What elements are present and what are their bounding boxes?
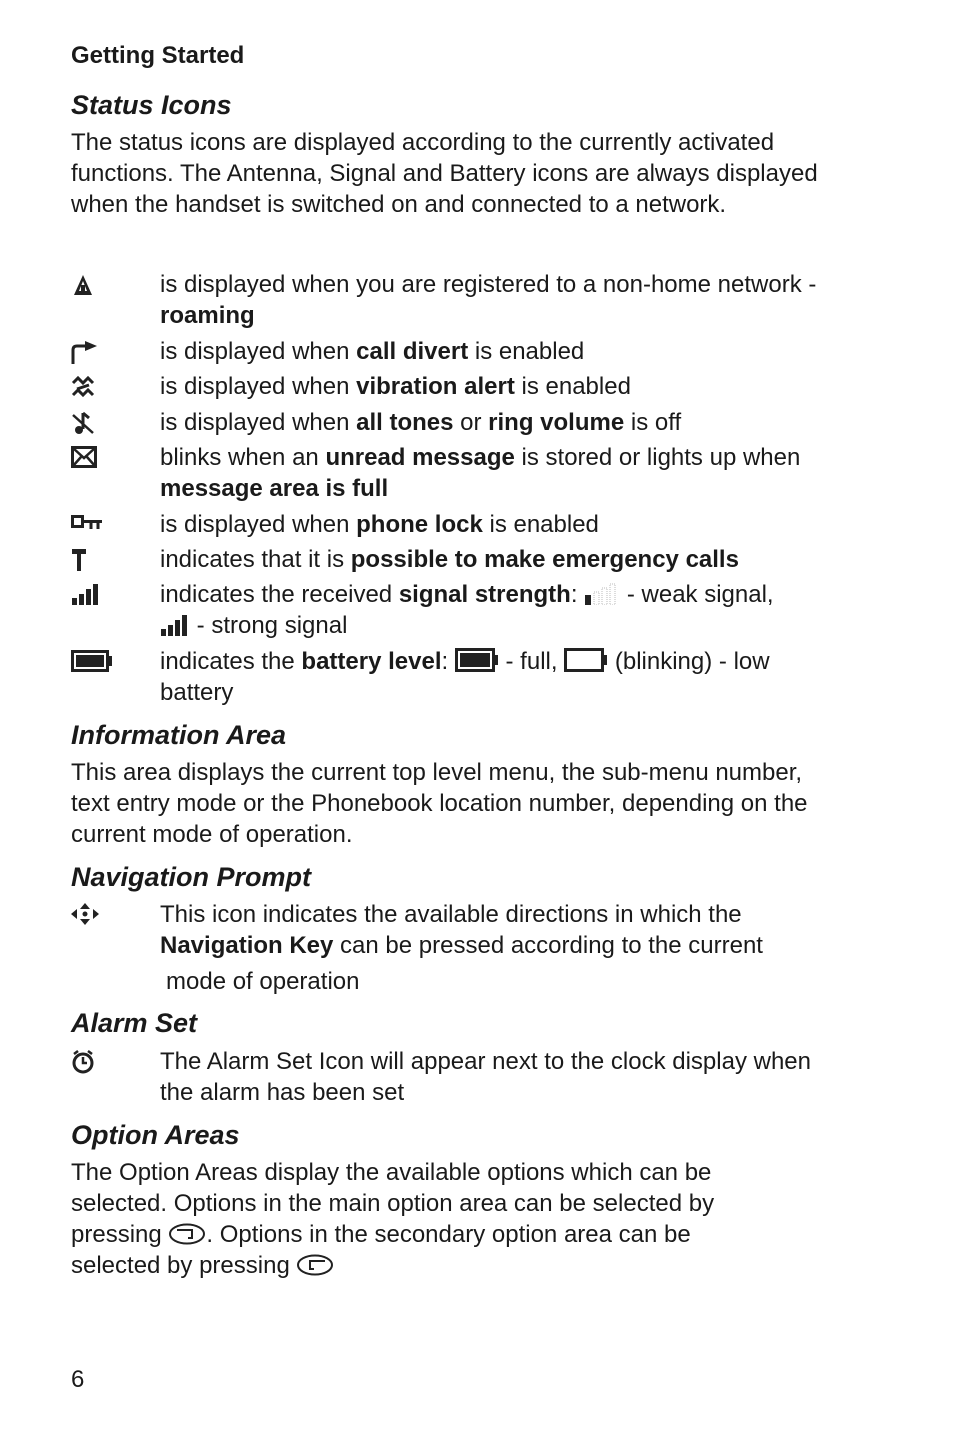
strong-signal-icon xyxy=(160,614,190,636)
status-icons-intro: The status icons are displayed according to the currently activated functions. The Antenna, Signal and Battery icons are always displayed when the handset is switched on and connected to a network. xyxy=(71,129,818,218)
weak-signal-icon xyxy=(584,583,620,605)
battery-icon xyxy=(71,650,111,676)
status-icons-heading: Status Icons xyxy=(71,90,232,120)
alarm-set-heading: Alarm Set xyxy=(71,1008,198,1038)
page-number: 6 xyxy=(71,1366,85,1393)
chapter-title: Getting Started xyxy=(71,42,245,69)
navigation-prompt-heading: Navigation Prompt xyxy=(71,862,312,892)
information-area-heading: Information Area xyxy=(71,720,287,750)
key-icon xyxy=(71,513,111,539)
main-softkey-icon xyxy=(168,1223,206,1245)
alarm-clock-icon xyxy=(71,1050,111,1076)
option-areas-body: The Option Areas display the available options which can be selected. Options in the main option area can be selected by pressing . Options in the secondary option area can be selected by pressing xyxy=(71,1159,715,1279)
roaming-icon xyxy=(71,273,111,299)
full-battery-icon xyxy=(455,648,499,672)
antenna-icon xyxy=(71,548,111,574)
navigation-arrows-icon xyxy=(71,903,111,929)
message-icon xyxy=(71,446,111,472)
secondary-softkey-icon xyxy=(296,1254,334,1276)
silent-icon xyxy=(71,411,111,437)
call-divert-icon xyxy=(71,340,111,366)
vibration-icon xyxy=(71,375,111,401)
option-areas-heading: Option Areas xyxy=(71,1120,240,1150)
information-area-body: This area displays the current top level menu, the sub-menu number, text entry mode or the Phonebook location number, depending on the current mode of operation. xyxy=(71,759,808,848)
low-battery-icon xyxy=(564,648,608,672)
signal-icon xyxy=(71,583,111,609)
